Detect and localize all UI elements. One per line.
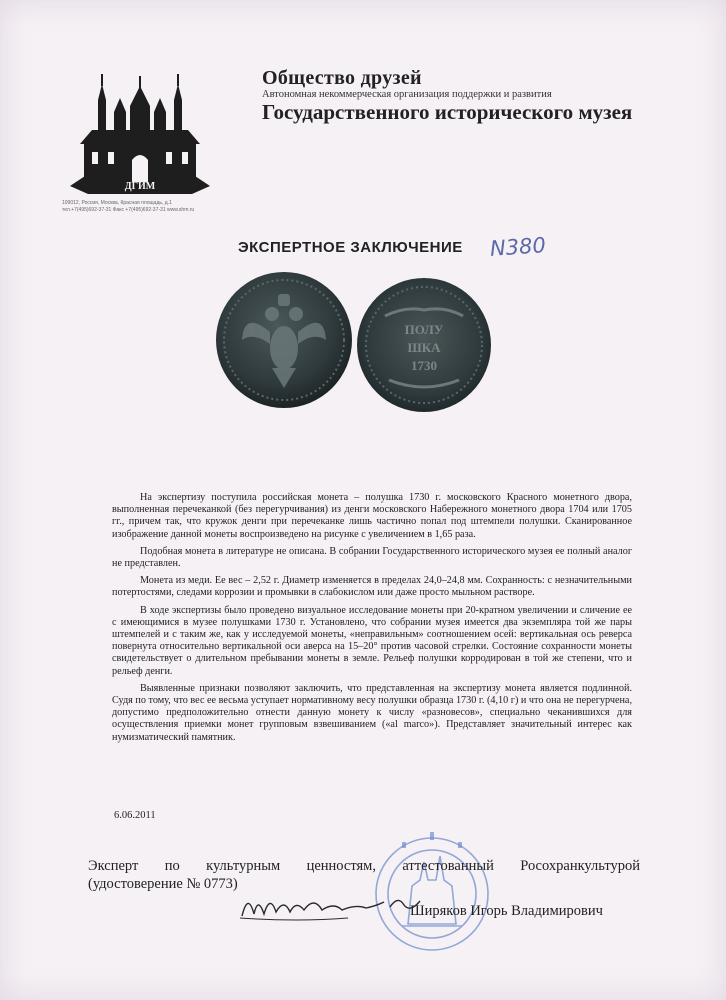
paragraph: В ходе экспертизы было проведено визуальное исследование монеты при 20-кратном увеличении и сличение ее с имеющимися в музее полушками 1730 г. Установлено, что собрании музея имеется два экземпляра той же пары штемпелей и с таким же, как у исследуемой монеты, «неправильным» соотношением осей: вертикальная ось реверса повернута относительно вертикальной оси аверса на 15–20° против часовой стрелки. Состояние сохранности монеты свидетельствует о длительном пребывании монеты в земле. Рельеф полушки корродирован в той же степени, что и рельеф денги.: [112, 604, 632, 677]
handwritten-number: N380: [489, 233, 547, 261]
contact-line: тел.+7(495)692-37-31 Факс +7(495)692-37-31 www.shm.ru: [62, 207, 195, 213]
coin-inscription-line1: ПОЛУ: [404, 322, 444, 337]
logo-text: ДГИМ: [124, 181, 156, 192]
address-block: [62, 200, 272, 214]
museum-name: Государственного исторического музея: [262, 100, 633, 124]
expert-name: Ширяков Игорь Владимирович: [410, 903, 603, 919]
expert-credentials: Эксперт по культурным ценностям, аттестованный Росохранкультурой: [88, 858, 640, 874]
expert-certificate: (удостоверение № 0773): [88, 876, 238, 892]
org-name: Общество друзей: [262, 67, 422, 89]
org-subtitle: Автономная некоммерческая организация поддержки и развития: [262, 89, 552, 100]
coin-reverse-image: [355, 276, 493, 414]
expert-opinion-text: [112, 492, 632, 749]
paragraph: Выявленные признаки позволяют заключить, что представленная на экспертизу монета является подлинной. Судя по тому, что вес ее весьма уступает нормативному весу полушки образца 1730 г. (4,10 г) и что она не перегурчена, допустимо предположительно отнести данную монету к числу «разновесов», специально чеканившихся для осуществления приемки монет групповым взвешиванием («al marco»). Представляет значительный интерес как нумизматический памятник.: [112, 682, 632, 743]
coin-obverse-image: [214, 270, 354, 410]
coin-inscription-line2: ШКА: [407, 340, 441, 355]
museum-logo-icon: [70, 72, 210, 194]
handwritten-signature: [238, 888, 388, 924]
address-line: 109012, Россия, Москва, Красная площадь, д.1: [62, 200, 172, 206]
coin-inscription-line3: 1730: [411, 358, 437, 373]
paragraph: На экспертизу поступила российская монета – полушка 1730 г. московского Красного монетного двора, выполненная перечеканкой (без перегурчивания) из денги московского Набережного монетного двора 1704 или 1705 гг., причем так, что кружок денги при перечеканке лишь частично попал под штемпели полушки. Сканированное изображение данной монеты воспроизведено на рисунке с увеличением в 1,65 раза.: [112, 492, 632, 540]
paragraph: Подобная монета в литературе не описана. В собрании Государственного исторического музея ее полный аналог не представлен.: [112, 545, 632, 570]
document-heading: ЭКСПЕРТНОЕ ЗАКЛЮЧЕНИЕ: [238, 239, 463, 256]
seal-stamp-icon: [372, 826, 492, 956]
paragraph: Монета из меди. Ее вес – 2,52 г. Диаметр изменяется в пределах 24,0–24,8 мм. Сохранность: с незначительными потертостями, следами коррозии и промывки в слабокислом или даже просто мыльном растворе.: [112, 575, 632, 599]
document-date: 6.06.2011: [114, 810, 156, 821]
